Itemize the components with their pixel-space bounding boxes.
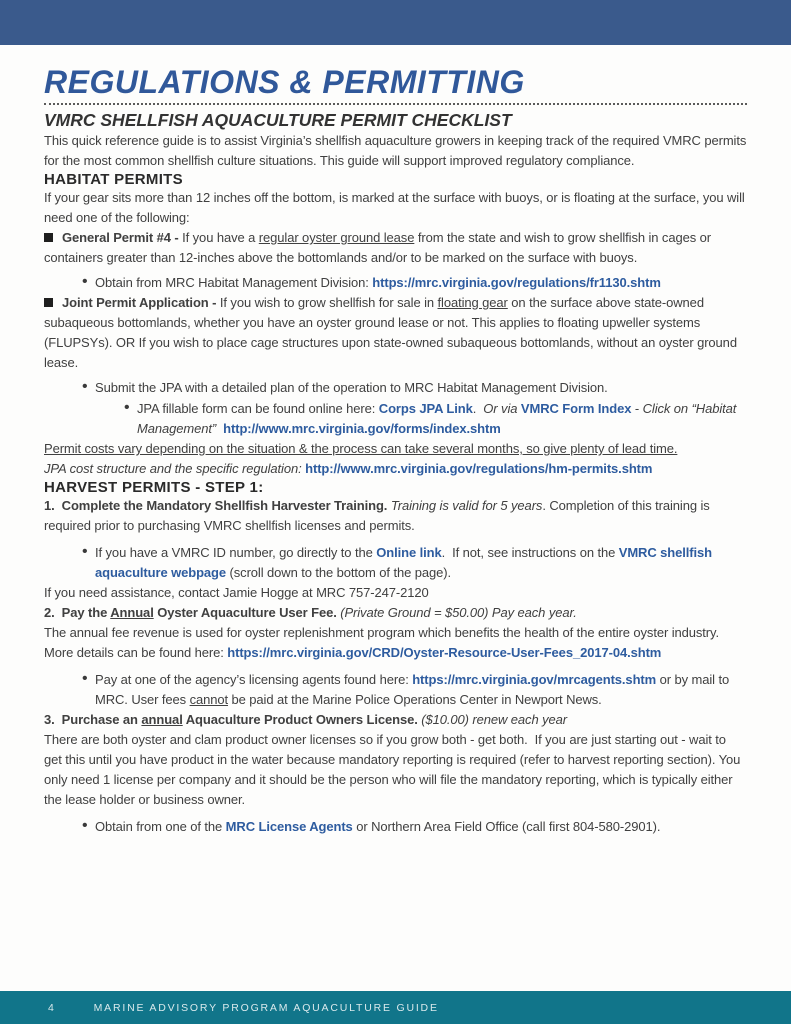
link[interactable]: VMRC shellfish aquaculture webpage bbox=[95, 545, 712, 580]
page-number: 4 bbox=[48, 1001, 56, 1014]
bullet-text: JPA fillable form can be found online here: Corps JPA Link. Or via VMRC Form Index - Click on “Habitat Management” http://www.mrc.virginia.gov/forms/index.shtm bbox=[137, 401, 737, 436]
step-2-detail: The annual fee revenue is used for oyster replenishment program which benefits the health of the entire oyster industry. More details can be found here: https://mrc.virginia.gov/CRD/Oyster-Resource-User-Fees_2017-04.shtm bbox=[44, 625, 719, 660]
joint-permit-text: Joint Permit Application - If you wish to grow shellfish for sale in floating gear on the surface above state-owned subaqueous bottomlands, whether you have an oyster ground lease or not. This applies to floating upweller systems (FLUPSYs). OR If you wish to place cage structures upon state-owned subaqueous bottomlands, without an oyster ground lease. bbox=[44, 295, 737, 370]
bullet-text: Submit the JPA with a detailed plan of the operation to MRC Habitat Management Division. bbox=[95, 380, 608, 395]
link[interactable]: http://www.mrc.virginia.gov/forms/index.shtm bbox=[223, 421, 501, 436]
document-body bbox=[0, 65, 791, 837]
permit-costs-note: Permit costs vary depending on the situation & the process can take several months, so give plenty of lead time. bbox=[44, 441, 678, 456]
bullet-text: Pay at one of the agency’s licensing agents found here: https://mrc.virginia.gov/mrcagents.shtm or by mail to MRC. User fees cannot be paid at the Marine Police Operations Center in Newport News. bbox=[95, 672, 730, 707]
bullet-icon: • bbox=[82, 670, 88, 687]
step-1-assistance-note: If you need assistance, contact Jamie Hogge at MRC 757-247-2120 bbox=[44, 585, 429, 600]
step-2-bullet bbox=[82, 670, 747, 710]
step-1-paragraph: 1. Complete the Mandatory Shellfish Harvester Training. Training is valid for 5 years. Completion of this training is required prior to purchasing VMRC shellfish licenses and permits. bbox=[44, 498, 710, 533]
bullet-text: If you have a VMRC ID number, go directly to the Online link. If not, see instructions on the VMRC shellfish aquaculture webpage (scroll down to the bottom of the page). bbox=[95, 545, 712, 580]
step-3-paragraph: 3. Purchase an annual Aquaculture Product Owners License. ($10.00) renew each year bbox=[44, 712, 567, 727]
habitat-permits-heading: HABITAT PERMITS bbox=[44, 171, 183, 188]
square-bullet-icon bbox=[44, 298, 53, 307]
title-divider bbox=[44, 103, 747, 105]
step-1-bullet bbox=[82, 543, 747, 583]
link[interactable]: https://mrc.virginia.gov/regulations/fr1130.shtm bbox=[372, 275, 661, 290]
link[interactable]: http://www.mrc.virginia.gov/regulations/hm-permits.shtm bbox=[305, 461, 653, 476]
page-title: REGULATIONS & PERMITTING bbox=[44, 64, 525, 100]
top-banner bbox=[0, 0, 791, 45]
step-2-paragraph: 2. Pay the Annual Oyster Aquaculture User Fee. (Private Ground = $50.00) Pay each year. bbox=[44, 605, 577, 620]
harvest-permits-heading: HARVEST PERMITS - STEP 1: bbox=[44, 479, 264, 496]
square-bullet-icon bbox=[44, 233, 53, 242]
link[interactable]: https://mrc.virginia.gov/CRD/Oyster-Resource-User-Fees_2017-04.shtm bbox=[227, 645, 662, 660]
jpa-cost-note: JPA cost structure and the specific regulation: http://www.mrc.virginia.gov/regulations/hm-permits.shtm bbox=[44, 461, 653, 476]
bullet-icon: • bbox=[82, 378, 88, 395]
link[interactable]: Online link bbox=[376, 545, 442, 560]
bullet-icon: • bbox=[82, 273, 88, 290]
link[interactable]: Corps JPA Link bbox=[378, 401, 473, 416]
page-subtitle: VMRC SHELLFISH AQUACULTURE PERMIT CHECKLIST bbox=[44, 110, 512, 130]
jpa-form-bullet bbox=[124, 399, 747, 439]
bullet-icon: • bbox=[82, 543, 88, 560]
step-3-detail: There are both oyster and clam product owner licenses so if you grow both - get both. If you are just starting out - wait to get this until you have product in the water because mandatory reporting is required (refer to harvest reporting section). You only need 1 license per company and it should be the person who will file the mandatory reporting, which is typically either the lease holder or business owner. bbox=[44, 732, 741, 807]
habitat-intro-paragraph: If your gear sits more than 12 inches off the bottom, is marked at the surface with buoys, or is floating at the surface, you will need one of the following: bbox=[44, 190, 745, 225]
general-permit-4-bullet bbox=[82, 273, 747, 293]
general-permit-4-item bbox=[44, 228, 747, 268]
joint-permit-item bbox=[44, 293, 747, 373]
footer-bar bbox=[0, 991, 791, 1024]
footer-title: MARINE ADVISORY PROGRAM AQUACULTURE GUIDE bbox=[93, 1001, 439, 1014]
intro-paragraph: This quick reference guide is to assist Virginia’s shellfish aquaculture growers in keeping track of the required VMRC permits for the most common shellfish culture situations. This guide will support improved regulatory compliance. bbox=[44, 133, 747, 168]
bullet-icon: • bbox=[82, 817, 88, 834]
link[interactable]: https://mrc.virginia.gov/mrcagents.shtm bbox=[412, 672, 657, 687]
bullet-text: Obtain from MRC Habitat Management Division: https://mrc.virginia.gov/regulations/fr1130.shtm bbox=[95, 275, 661, 290]
link[interactable]: MRC License Agents bbox=[225, 819, 353, 834]
bullet-text: Obtain from one of the MRC License Agents or Northern Area Field Office (call first 804-580-2901). bbox=[95, 819, 661, 834]
step-3-bullet bbox=[82, 817, 747, 837]
general-permit-4-text: General Permit #4 - If you have a regular oyster ground lease from the state and wish to grow shellfish in cages or containers greater than 12-inches above the bottomlands and/or to be marked on the surface with buoys. bbox=[44, 230, 711, 265]
bullet-icon: • bbox=[124, 399, 130, 416]
link[interactable]: VMRC Form Index bbox=[520, 401, 632, 416]
submit-jpa-bullet bbox=[82, 378, 747, 398]
